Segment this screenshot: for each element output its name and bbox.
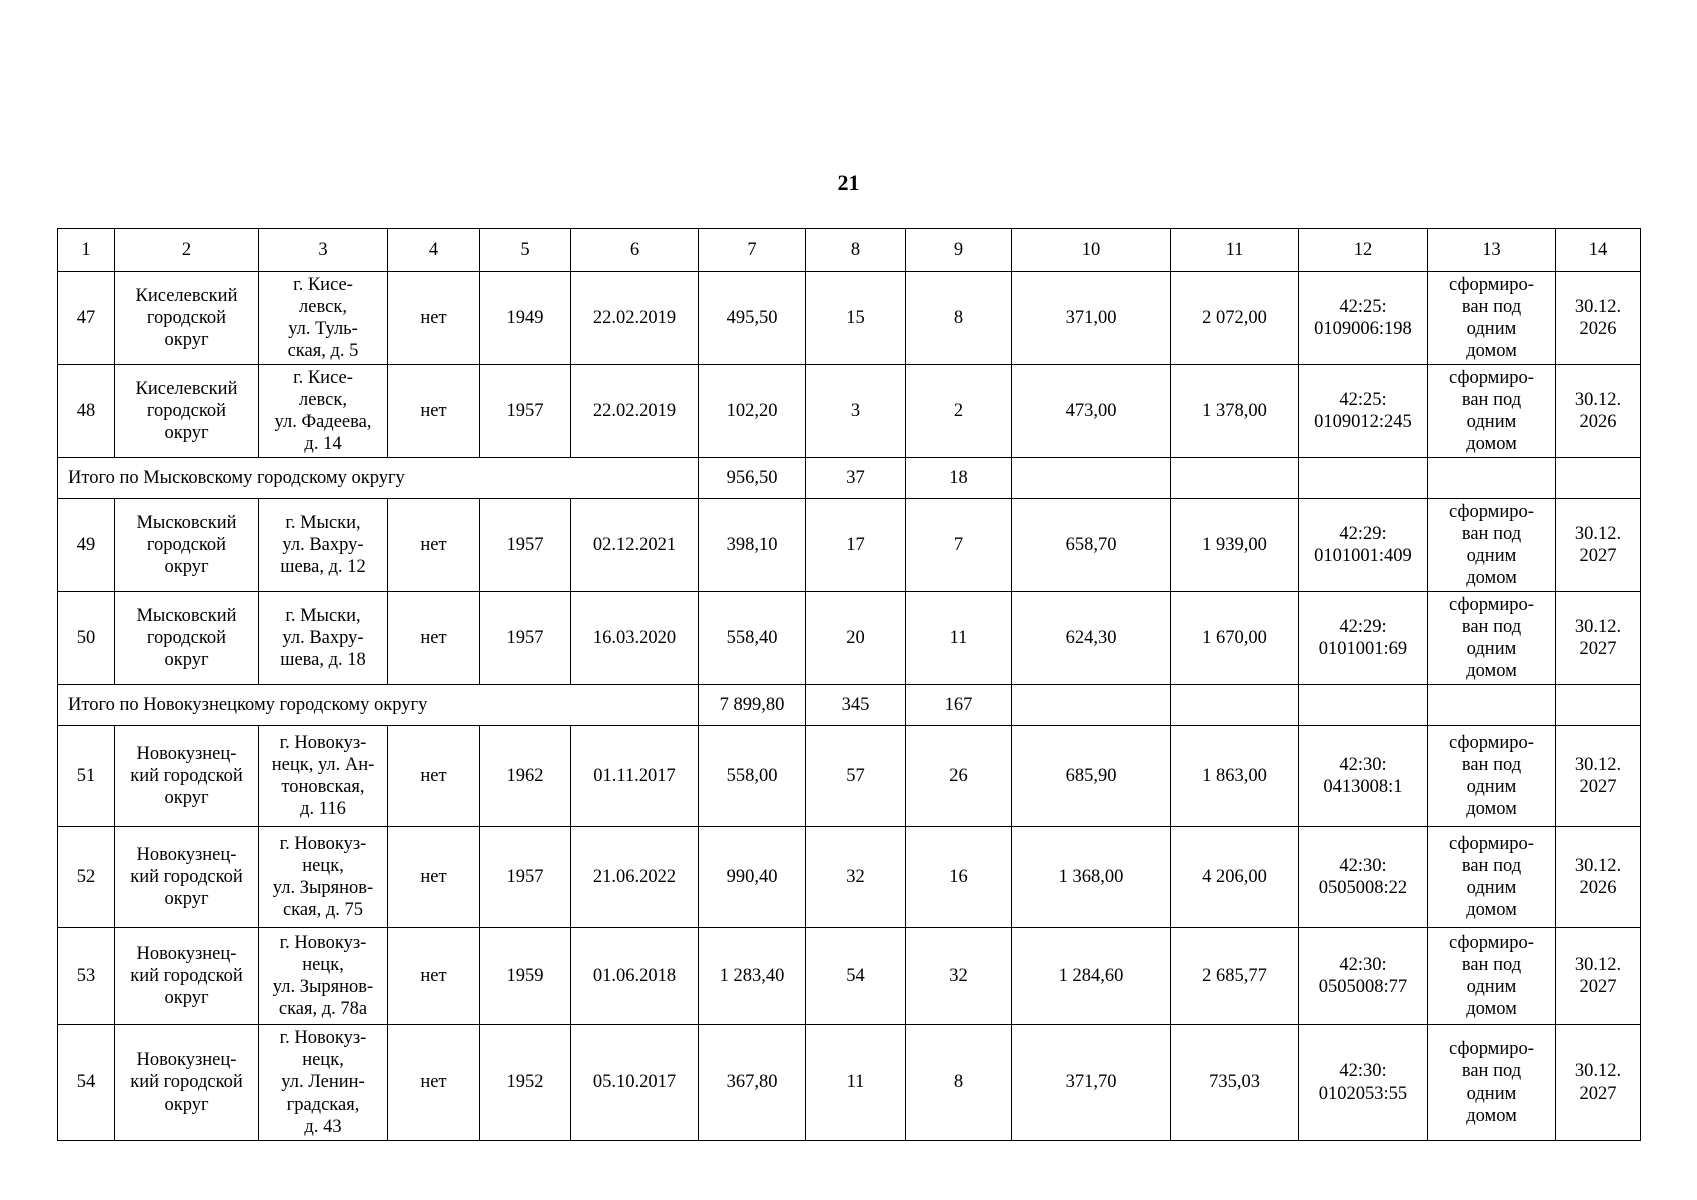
table-cell: 1957 (480, 592, 571, 685)
column-number-cell: 5 (480, 229, 571, 272)
table-cell: Мысковский городской округ (115, 499, 259, 592)
table-cell: сформиро- ван под одним домом (1428, 499, 1556, 592)
table-cell: 473,00 (1012, 365, 1171, 458)
empty-cell (1299, 685, 1428, 726)
column-number-row (58, 229, 1641, 272)
table-cell: 7 (906, 499, 1012, 592)
housing-registry-table (57, 228, 1641, 1141)
table-cell: 17 (806, 499, 906, 592)
table-cell: 53 (58, 928, 115, 1025)
table-cell: 30.12. 2026 (1556, 272, 1641, 365)
table-cell: 47 (58, 272, 115, 365)
table-cell: 1957 (480, 365, 571, 458)
table-cell: нет (388, 272, 480, 365)
table-cell: 05.10.2017 (571, 1025, 699, 1141)
table-cell: нет (388, 928, 480, 1025)
table-cell: 54 (806, 928, 906, 1025)
empty-cell (1171, 685, 1299, 726)
table-row (58, 272, 1641, 365)
table-cell: 30.12. 2027 (1556, 928, 1641, 1025)
table-cell: 8 (906, 1025, 1012, 1141)
subtotal-area: 7 899,80 (699, 685, 806, 726)
table-row (58, 499, 1641, 592)
empty-cell (1171, 458, 1299, 499)
subtotal-row (58, 458, 1641, 499)
table-cell: г. Новокуз- нецк, ул. Ан- тоновская, д. 116 (259, 726, 388, 827)
table-cell: г. Новокуз- нецк, ул. Зырянов- ская, д. 78а (259, 928, 388, 1025)
table-row (58, 1025, 1641, 1141)
table-cell: 32 (806, 827, 906, 928)
table-cell: 2 072,00 (1171, 272, 1299, 365)
table-cell: 42:30: 0413008:1 (1299, 726, 1428, 827)
table-cell: Новокузнец- кий городской округ (115, 1025, 259, 1141)
table-cell: 32 (906, 928, 1012, 1025)
table-cell: 558,40 (699, 592, 806, 685)
subtotal-row (58, 685, 1641, 726)
table-cell: г. Кисе- левск, ул. Туль- ская, д. 5 (259, 272, 388, 365)
empty-cell (1012, 685, 1171, 726)
empty-cell (1299, 458, 1428, 499)
table-cell: 398,10 (699, 499, 806, 592)
table-cell: 1952 (480, 1025, 571, 1141)
table-cell: г. Мыски, ул. Вахру- шева, д. 12 (259, 499, 388, 592)
table-cell: 367,80 (699, 1025, 806, 1141)
table-cell: 1 283,40 (699, 928, 806, 1025)
table-cell: 1 939,00 (1171, 499, 1299, 592)
table-cell: 2 685,77 (1171, 928, 1299, 1025)
table-cell: 42:30: 0505008:22 (1299, 827, 1428, 928)
table-cell: 102,20 (699, 365, 806, 458)
table-cell: 02.12.2021 (571, 499, 699, 592)
table-cell: 42:29: 0101001:409 (1299, 499, 1428, 592)
table-cell: сформиро- ван под одним домом (1428, 272, 1556, 365)
subtotal-label: Итого по Новокузнецкому городскому округу (58, 685, 699, 726)
table-cell: нет (388, 499, 480, 592)
table-cell: 48 (58, 365, 115, 458)
column-number-cell: 7 (699, 229, 806, 272)
table-cell: Мысковский городской округ (115, 592, 259, 685)
table-cell: г. Новокуз- нецк, ул. Ленин- градская, д. 43 (259, 1025, 388, 1141)
table-cell: 624,30 (1012, 592, 1171, 685)
table-cell: 15 (806, 272, 906, 365)
table-cell: 30.12. 2027 (1556, 726, 1641, 827)
table-cell: 30.12. 2026 (1556, 365, 1641, 458)
table-cell: нет (388, 365, 480, 458)
table-cell: 42:29: 0101001:69 (1299, 592, 1428, 685)
table-cell: 1 284,60 (1012, 928, 1171, 1025)
column-number-cell: 4 (388, 229, 480, 272)
table-body (58, 229, 1641, 1141)
table-cell: 57 (806, 726, 906, 827)
table-cell: сформиро- ван под одним домом (1428, 1025, 1556, 1141)
table-row (58, 592, 1641, 685)
table-cell: 49 (58, 499, 115, 592)
table-cell: 30.12. 2027 (1556, 1025, 1641, 1141)
column-number-cell: 9 (906, 229, 1012, 272)
table-cell: 1 863,00 (1171, 726, 1299, 827)
table-row (58, 365, 1641, 458)
empty-cell (1556, 685, 1641, 726)
table-cell: 50 (58, 592, 115, 685)
table-cell: 1962 (480, 726, 571, 827)
table-cell: 21.06.2022 (571, 827, 699, 928)
table-row (58, 726, 1641, 827)
subtotal-col9: 18 (906, 458, 1012, 499)
table-cell: 1 670,00 (1171, 592, 1299, 685)
table-cell: 658,70 (1012, 499, 1171, 592)
subtotal-col8: 37 (806, 458, 906, 499)
table-cell: 42:30: 0102053:55 (1299, 1025, 1428, 1141)
table-cell: Новокузнец- кий городской округ (115, 928, 259, 1025)
table-cell: 30.12. 2026 (1556, 827, 1641, 928)
table-cell: 54 (58, 1025, 115, 1141)
table-cell: 4 206,00 (1171, 827, 1299, 928)
table-cell: 16 (906, 827, 1012, 928)
table-cell: 1 378,00 (1171, 365, 1299, 458)
table-cell: 30.12. 2027 (1556, 499, 1641, 592)
table-cell: 42:25: 0109006:198 (1299, 272, 1428, 365)
column-number-cell: 14 (1556, 229, 1641, 272)
column-number-cell: 10 (1012, 229, 1171, 272)
table-cell: 1957 (480, 827, 571, 928)
page-number: 21 (837, 170, 860, 195)
table-cell: нет (388, 726, 480, 827)
table-cell: г. Кисе- левск, ул. Фадеева, д. 14 (259, 365, 388, 458)
table-cell: 42:30: 0505008:77 (1299, 928, 1428, 1025)
subtotal-col9: 167 (906, 685, 1012, 726)
table-cell: сформиро- ван под одним домом (1428, 592, 1556, 685)
column-number-cell: 12 (1299, 229, 1428, 272)
table-row (58, 827, 1641, 928)
table-cell: сформиро- ван под одним домом (1428, 365, 1556, 458)
table-cell: 558,00 (699, 726, 806, 827)
table-cell: 01.06.2018 (571, 928, 699, 1025)
table-cell: нет (388, 592, 480, 685)
table-cell: 16.03.2020 (571, 592, 699, 685)
table-cell: г. Новокуз- нецк, ул. Зырянов- ская, д. 75 (259, 827, 388, 928)
empty-cell (1428, 685, 1556, 726)
subtotal-area: 956,50 (699, 458, 806, 499)
table-cell: 30.12. 2027 (1556, 592, 1641, 685)
column-number-cell: 13 (1428, 229, 1556, 272)
table-cell: 685,90 (1012, 726, 1171, 827)
column-number-cell: 2 (115, 229, 259, 272)
table-cell: 1 368,00 (1012, 827, 1171, 928)
table-cell: сформиро- ван под одним домом (1428, 928, 1556, 1025)
table-cell: 1957 (480, 499, 571, 592)
table-cell: 51 (58, 726, 115, 827)
table-cell: 26 (906, 726, 1012, 827)
table-cell: Новокузнец- кий городской округ (115, 726, 259, 827)
subtotal-label: Итого по Мысковскому городскому округу (58, 458, 699, 499)
table-cell: 11 (806, 1025, 906, 1141)
table-cell: 1959 (480, 928, 571, 1025)
table-cell: 8 (906, 272, 1012, 365)
table-cell: 42:25: 0109012:245 (1299, 365, 1428, 458)
subtotal-col8: 345 (806, 685, 906, 726)
empty-cell (1556, 458, 1641, 499)
table-cell: 371,70 (1012, 1025, 1171, 1141)
table-cell: 22.02.2019 (571, 365, 699, 458)
table-cell: 371,00 (1012, 272, 1171, 365)
table-cell: нет (388, 827, 480, 928)
table-cell: нет (388, 1025, 480, 1141)
empty-cell (1012, 458, 1171, 499)
table-cell: сформиро- ван под одним домом (1428, 726, 1556, 827)
table-cell: 52 (58, 827, 115, 928)
empty-cell (1428, 458, 1556, 499)
table-cell: 20 (806, 592, 906, 685)
table-cell: 01.11.2017 (571, 726, 699, 827)
column-number-cell: 11 (1171, 229, 1299, 272)
column-number-cell: 1 (58, 229, 115, 272)
column-number-cell: 3 (259, 229, 388, 272)
table-cell: 2 (906, 365, 1012, 458)
table-row (58, 928, 1641, 1025)
table-cell: Новокузнец- кий городской округ (115, 827, 259, 928)
table-cell: 3 (806, 365, 906, 458)
table-cell: 990,40 (699, 827, 806, 928)
table-cell: сформиро- ван под одним домом (1428, 827, 1556, 928)
table-cell: 1949 (480, 272, 571, 365)
table-cell: 22.02.2019 (571, 272, 699, 365)
table-cell: 495,50 (699, 272, 806, 365)
table-cell: 11 (906, 592, 1012, 685)
table-cell: 735,03 (1171, 1025, 1299, 1141)
column-number-cell: 6 (571, 229, 699, 272)
table-cell: Киселевский городской округ (115, 365, 259, 458)
table-cell: г. Мыски, ул. Вахру- шева, д. 18 (259, 592, 388, 685)
table-cell: Киселевский городской округ (115, 272, 259, 365)
column-number-cell: 8 (806, 229, 906, 272)
